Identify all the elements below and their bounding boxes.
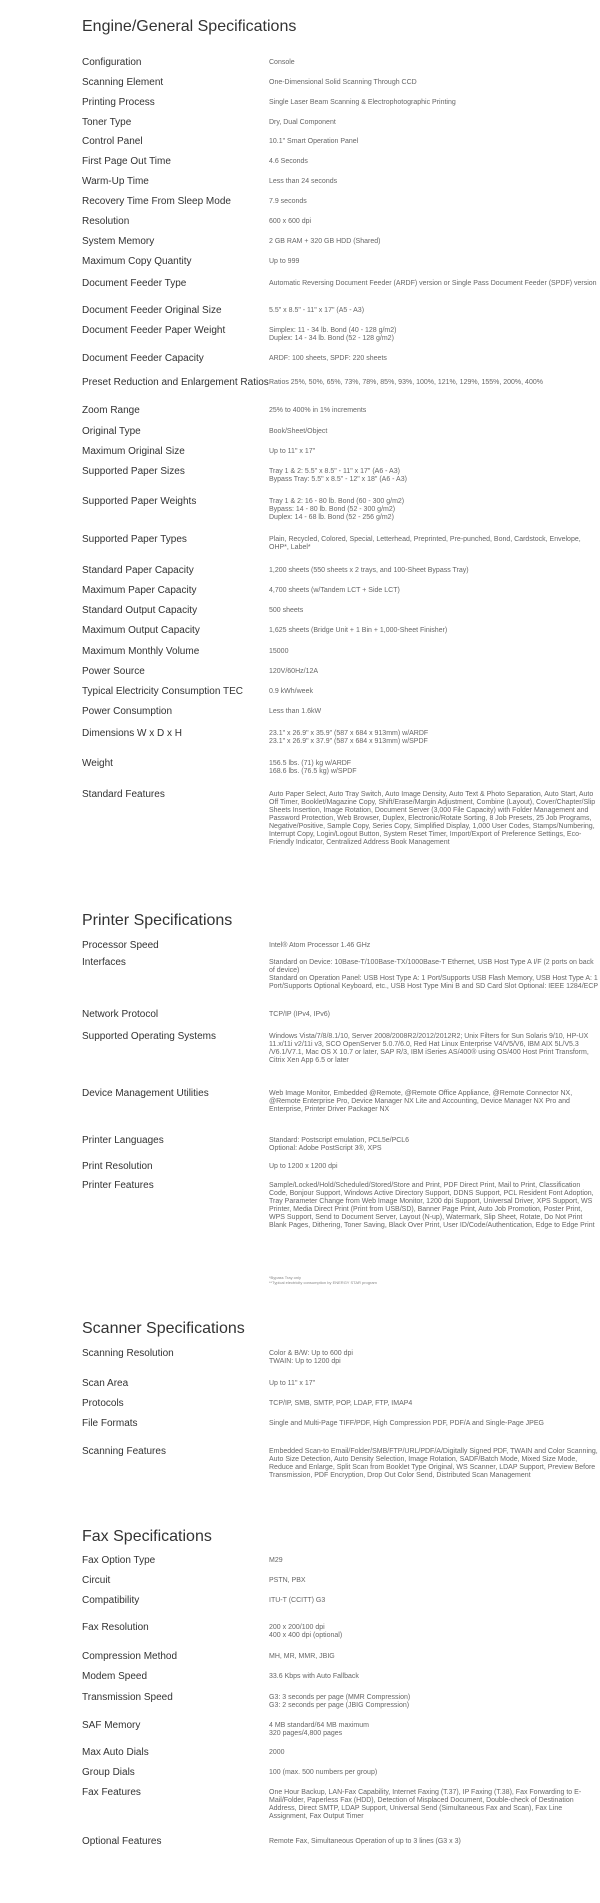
spec-value-line: G3: 3 seconds per page (MMR Compression) xyxy=(269,1694,411,1701)
spec-value xyxy=(269,585,600,595)
spec-value xyxy=(269,686,600,696)
spec-label: Resolution xyxy=(82,216,130,227)
spec-value-line: Color & B/W: Up to 600 dpi xyxy=(269,1350,353,1357)
spec-label: Weight xyxy=(82,758,113,769)
spec-value-line: M29 xyxy=(269,1557,283,1564)
spec-value xyxy=(269,1720,600,1738)
spec-value-line: 100 (max. 500 numbers per group) xyxy=(269,1769,378,1776)
spec-row xyxy=(82,625,600,636)
spec-label: Scan Area xyxy=(82,1378,129,1389)
spec-label: Maximum Copy Quantity xyxy=(82,256,192,267)
spec-row xyxy=(82,585,600,596)
spec-value xyxy=(269,156,600,166)
spec-value-line: Up to 11" x 17" xyxy=(269,448,316,455)
spec-value xyxy=(269,1747,600,1757)
spec-label: Circuit xyxy=(82,1575,111,1586)
spec-row xyxy=(82,1671,600,1682)
spec-label: Supported Paper Types xyxy=(82,534,187,545)
spec-label: Printer Languages xyxy=(82,1135,164,1146)
spec-row xyxy=(82,117,600,128)
spec-value xyxy=(269,1161,600,1171)
spec-value xyxy=(269,1622,600,1640)
spec-value xyxy=(269,565,600,575)
spec-value-line: Ratios 25%, 50%, 65%, 73%, 78%, 85%, 93%, 100%, 121%, 129%, 155%, 200%, 400% xyxy=(269,379,543,386)
spec-value-line: ARDF: 100 sheets, SPDF: 220 sheets xyxy=(269,355,387,362)
spec-row xyxy=(82,196,600,207)
spec-value-line: PSTN, PBX xyxy=(269,1577,306,1584)
spec-label: Standard Paper Capacity xyxy=(82,565,194,576)
spec-value xyxy=(269,1446,600,1480)
spec-value xyxy=(269,1031,600,1065)
spec-row xyxy=(82,940,600,951)
spec-row xyxy=(82,1622,600,1640)
spec-label: Scanning Element xyxy=(82,77,164,88)
footnotes xyxy=(269,1275,377,1285)
spec-label: Warm-Up Time xyxy=(82,176,149,187)
spec-value-line: 2 GB RAM + 320 GB HDD (Shared) xyxy=(269,238,381,245)
spec-label: Supported Paper Sizes xyxy=(82,466,185,477)
section-title: Scanner Specifications xyxy=(82,1320,245,1337)
spec-label: Group Dials xyxy=(82,1767,135,1778)
spec-value-line: 2000 xyxy=(269,1749,285,1756)
spec-row xyxy=(82,957,600,991)
spec-label: Compatibility xyxy=(82,1595,140,1606)
spec-row xyxy=(82,405,600,416)
spec-value xyxy=(269,77,600,87)
spec-label: Power Source xyxy=(82,666,145,677)
spec-label: Maximum Paper Capacity xyxy=(82,585,197,596)
spec-value-line: 168.6 lbs. (76.5 kg) w/SPDF xyxy=(269,768,357,775)
spec-value-line: Tray 1 & 2: 16 - 80 lb. Bond (60 - 300 g/m2) xyxy=(269,498,405,505)
spec-value xyxy=(269,1787,600,1821)
spec-label: Standard Output Capacity xyxy=(82,605,198,616)
spec-value-line: 7.9 seconds xyxy=(269,198,307,205)
spec-label: Fax Resolution xyxy=(82,1622,149,1633)
spec-row xyxy=(82,1135,600,1153)
spec-row xyxy=(82,496,600,522)
spec-label: Interfaces xyxy=(82,957,126,968)
spec-value-line: Web Image Monitor, Embedded @Remote, @Remote Office Appliance, @Remote Connector NX, @Remote Enterprise Pro, Device Manager NX Lite and Accounting, Device Manager NX Pro and Enterprise, Printer Driver Packager NX xyxy=(269,1090,573,1113)
spec-value xyxy=(269,446,600,456)
spec-value xyxy=(269,353,600,363)
spec-label: Document Feeder Type xyxy=(82,278,187,289)
spec-value xyxy=(269,305,600,315)
spec-value-line: Sample/Locked/Hold/Scheduled/Stored/Store and Print, PDF Direct Print, Mail to Print, Classification Code, Bonjour Support, Windows Active Directory Support, DDNS Support, PCL Resident Font Adoption, Tray Parameter Change from Web Image Monitor, 1200 dpi Support, Universal Driver, XPS Support, WS Printer, Media Direct Print (Print from USB/SD), Banner Page Print, Auto Job Promotion, Poster Print, WPS Support, Send to Document Server, Layout (N-up), Watermark, Slip Sheet, Rotate, Do Not Print Blank Pages, Dithering, Toner Saving, Black Over Print, User ID/Code/Authentication, Edge to Edge Print xyxy=(269,1182,595,1229)
spec-value xyxy=(269,1135,600,1153)
spec-label: Configuration xyxy=(82,57,142,68)
spec-value xyxy=(269,256,600,266)
spec-value xyxy=(269,325,600,343)
spec-row xyxy=(82,353,600,364)
spec-value xyxy=(269,1651,600,1661)
spec-value-line: Windows Vista/7/8/8.1/10, Server 2008/2008R2/2012/2012R2; Unix Filters for Sun Solaris 9/10, HP-UX 11.x/11i v2/11i v3, SCO OpenServer 5.0.7/6.0, Red Hat Linux Enterprise V4/V5/V6, IBM AIX 5L/V5.3 /V6.1/V7.1, Mac OS X 10.7 or later, SAP R/3, IBM iSeries AS/400® using OS/400 Host Print Transform, Citrix Xen App 6.5 or later xyxy=(269,1033,589,1064)
spec-row xyxy=(82,377,600,388)
spec-row xyxy=(82,1161,600,1172)
spec-row xyxy=(82,97,600,108)
spec-value-line: MH, MR, MMR, JBIG xyxy=(269,1653,335,1660)
spec-label: Supported Operating Systems xyxy=(82,1031,216,1042)
spec-row xyxy=(82,1555,600,1566)
spec-label: Maximum Original Size xyxy=(82,446,185,457)
spec-value-line: 23.1" x 26.9" x 37.9" (587 x 684 x 913mm) w/SPDF xyxy=(269,738,428,745)
spec-value-line: G3: 2 seconds per page (JBIG Compression) xyxy=(269,1702,410,1709)
footnote: **Typical electricity consumption by ENERGY STAR program xyxy=(269,1280,377,1285)
spec-value xyxy=(269,1378,600,1388)
spec-value xyxy=(269,97,600,107)
spec-value-line: Tray 1 & 2: 5.5" x 8.5" - 11" x 17" (A6 - A3) xyxy=(269,468,400,475)
spec-row xyxy=(82,1836,600,1847)
spec-value-line: Standard on Device: 10Base-T/100Base-TX/1000Base-T Ethernet, USB Host Type A I/F (2 ports on back of device) xyxy=(269,959,594,974)
spec-row xyxy=(82,1088,600,1114)
spec-label: Printer Features xyxy=(82,1180,154,1191)
spec-value-line: Up to 11" x 17" xyxy=(269,1380,316,1387)
spec-value-line: 400 x 400 dpi (optional) xyxy=(269,1632,343,1639)
spec-row xyxy=(82,686,600,697)
spec-value-line: Single Laser Beam Scanning & Electrophotographic Printing xyxy=(269,99,456,106)
spec-row xyxy=(82,1692,600,1710)
spec-value-line: Single and Multi-Page TIFF/PDF, High Compression PDF, PDF/A and Single-Page JPEG xyxy=(269,1420,544,1427)
spec-value-line: 10.1" Smart Operation Panel xyxy=(269,138,359,145)
spec-value-line: Standard on Operation Panel: USB Host Type A: 1 Port/Supports USB Flash Memory, USB Host Type A: 1 Port/Supports Optional Keyboard, etc., USB Host Type Mini B and SD Card Slot Optional: IEEE 1284/ECP xyxy=(269,975,599,990)
spec-value-line: 5.5" x 8.5" - 11" x 17" (A5 - A3) xyxy=(269,307,365,314)
spec-value-line: 4,700 sheets (w/Tandem LCT + Side LCT) xyxy=(269,587,400,594)
spec-label: Processor Speed xyxy=(82,940,159,951)
spec-row xyxy=(82,278,600,289)
spec-value-line: 25% to 400% in 1% increments xyxy=(269,407,367,414)
spec-label: Maximum Monthly Volume xyxy=(82,646,200,657)
spec-value-line: 200 x 200/100 dpi xyxy=(269,1624,325,1631)
spec-label: Optional Features xyxy=(82,1836,162,1847)
spec-row xyxy=(82,1575,600,1586)
spec-value-line: Less than 1.6kW xyxy=(269,708,322,715)
spec-row xyxy=(82,176,600,187)
spec-row xyxy=(82,156,600,167)
spec-value xyxy=(269,117,600,127)
spec-value-line: 320 pages/4,800 pages xyxy=(269,1730,343,1737)
spec-label: File Formats xyxy=(82,1418,138,1429)
spec-value-line: 4.6 Seconds xyxy=(269,158,308,165)
spec-value-line: Up to 1200 x 1200 dpi xyxy=(269,1163,338,1170)
spec-value xyxy=(269,1009,600,1019)
spec-value xyxy=(269,496,600,522)
spec-row xyxy=(82,789,600,847)
spec-row xyxy=(82,57,600,68)
spec-value xyxy=(269,1575,600,1585)
spec-row xyxy=(82,216,600,227)
spec-value xyxy=(269,758,600,776)
spec-value xyxy=(269,1595,600,1605)
spec-value-line: Console xyxy=(269,59,295,66)
spec-value xyxy=(269,136,600,146)
spec-value xyxy=(269,666,600,676)
spec-value xyxy=(269,957,600,991)
spec-label: Transmission Speed xyxy=(82,1692,173,1703)
spec-value xyxy=(269,1088,600,1114)
spec-label: Device Management Utilities xyxy=(82,1088,209,1099)
spec-value xyxy=(269,377,600,387)
spec-value xyxy=(269,1180,600,1230)
spec-value-line: Bypass: 14 - 80 lb. Bond (52 - 300 g/m2) xyxy=(269,506,396,513)
spec-value xyxy=(269,940,600,950)
spec-label: Standard Features xyxy=(82,789,165,800)
spec-value-line: 15000 xyxy=(269,648,289,655)
spec-value xyxy=(269,236,600,246)
spec-row xyxy=(82,1418,600,1429)
spec-label: Protocols xyxy=(82,1398,124,1409)
spec-value-line: Duplex: 14 - 34 lb. Bond (52 - 128 g/m2) xyxy=(269,335,394,342)
spec-row xyxy=(82,1031,600,1065)
spec-value xyxy=(269,1836,600,1846)
spec-value-line: Auto Paper Select, Auto Tray Switch, Auto Image Density, Auto Text & Photo Separation, Auto Start, Auto Off Timer, Booklet/Magazine Copy, Shift/Erase/Margin Adjustment, Combine (Layout), Cover/Chapter/Slip Sheets Insertion, Image Rotation, Document Server (3,000 File Capacity) with Folder Management and Password Protection, Web Browser, Duplex, Electronic/Rotate Sorting, 8 Job Presets, 25 Job Programs, Negative/Positive, Sample Copy, Series Copy, Simplified Display, 1,000 User Codes, Stamps/Numbering, Interrupt Copy, Login/Logout Button, System Reset Timer, Import/Export of Preference Settings, Eco-Friendly Indicator, Centralized Address Book Management xyxy=(269,791,596,846)
spec-label: Recovery Time From Sleep Mode xyxy=(82,196,231,207)
spec-label: Print Resolution xyxy=(82,1161,153,1172)
spec-label: First Page Out Time xyxy=(82,156,171,167)
spec-value xyxy=(269,405,600,415)
spec-value-line: Intel® Atom Processor 1.46 GHz xyxy=(269,942,371,949)
spec-value-line: Duplex: 14 - 68 lb. Bond (52 - 256 g/m2) xyxy=(269,514,394,521)
spec-row xyxy=(82,1747,600,1758)
section-title: Engine/General Specifications xyxy=(82,18,297,35)
spec-row xyxy=(82,565,600,576)
spec-label: System Memory xyxy=(82,236,155,247)
spec-row xyxy=(82,706,600,717)
spec-label: Network Protocol xyxy=(82,1009,159,1020)
spec-row xyxy=(82,605,600,616)
spec-value-line: One Hour Backup, LAN-Fax Capability, Internet Faxing (T.37), IP Faxing (T.38), Fax Forwarding to E-Mail/Folder, Paperless Fax (HDD), Detection of Misplaced Document, Double-check of Destination Address, Direct SMTP, LDAP Support, Universal Send (Simultaneous Fax and Scan), Fax Line Assignment, Fax Output Timer xyxy=(269,1789,582,1820)
spec-value xyxy=(269,728,600,746)
spec-label: Document Feeder Capacity xyxy=(82,353,204,364)
spec-value-line: Remote Fax, Simultaneous Operation of up to 3 lines (G3 x 3) xyxy=(269,1838,461,1845)
spec-label: Preset Reduction and Enlargement Ratios xyxy=(82,377,269,388)
spec-value xyxy=(269,176,600,186)
spec-row xyxy=(82,256,600,267)
spec-label: Modem Speed xyxy=(82,1671,148,1682)
spec-label: SAF Memory xyxy=(82,1720,141,1731)
spec-value-line: Embedded Scan-to Email/Folder/SMB/FTP/URL/PDF/A/Digitally Signed PDF, TWAIN and Color Scanning, Auto Size Detection, Auto Density Selection, Image Rotation, SADF/Batch Mode, Mixed Size Mode, Reduce and Enlarge, Split Scan from Booklet Type Original, WS Scanner, LDAP Support, Preview Before Transmission, PDF Encryption, Drop Out Color Send, Distributed Scan Management xyxy=(269,1448,598,1479)
spec-label: Document Feeder Paper Weight xyxy=(82,325,226,336)
spec-row xyxy=(82,1446,600,1480)
spec-value-line: Dry, Dual Component xyxy=(269,119,336,126)
spec-label: Scanning Features xyxy=(82,1446,166,1457)
spec-value xyxy=(269,605,600,615)
spec-label: Control Panel xyxy=(82,136,143,147)
spec-value xyxy=(269,625,600,635)
spec-value xyxy=(269,57,600,67)
spec-row xyxy=(82,646,600,657)
spec-value-line: Plain, Recycled, Colored, Special, Letterhead, Preprinted, Pre-punched, Bond, Cardstock, Envelope, OHP*, Label* xyxy=(269,536,581,551)
spec-row xyxy=(82,1787,600,1821)
spec-label: Printing Process xyxy=(82,97,155,108)
spec-value-line: TCP/IP, SMB, SMTP, POP, LDAP, FTP, IMAP4 xyxy=(269,1400,413,1407)
spec-value xyxy=(269,706,600,716)
spec-label: Fax Option Type xyxy=(82,1555,156,1566)
spec-value-line: 4 MB standard/64 MB maximum xyxy=(269,1722,369,1729)
spec-label: Dimensions W x D x H xyxy=(82,728,183,739)
spec-row xyxy=(82,325,600,343)
spec-value-line: 1,200 sheets (550 sheets x 2 trays, and 100-Sheet Bypass Tray) xyxy=(269,567,469,574)
spec-value-line: Standard: Postscript emulation, PCL5e/PCL6 xyxy=(269,1137,410,1144)
spec-label: Fax Features xyxy=(82,1787,141,1798)
spec-row xyxy=(82,666,600,677)
spec-value-line: 23.1" x 26.9" x 35.9" (587 x 684 x 913mm) w/ARDF xyxy=(269,730,429,737)
section-title: Fax Specifications xyxy=(82,1528,212,1545)
spec-label: Max Auto Dials xyxy=(82,1747,149,1758)
spec-value xyxy=(269,426,600,436)
spec-label: Scanning Resolution xyxy=(82,1348,174,1359)
spec-value xyxy=(269,1692,600,1710)
spec-label: Supported Paper Weights xyxy=(82,496,197,507)
spec-value-line: 33.6 Kbps with Auto Fallback xyxy=(269,1673,359,1680)
footnote: *Bypass Tray only xyxy=(269,1275,302,1280)
spec-row xyxy=(82,1378,600,1389)
spec-value-line: TWAIN: Up to 1200 dpi xyxy=(269,1358,341,1365)
spec-label: Typical Electricity Consumption TEC xyxy=(82,686,243,697)
spec-value-line: Automatic Reversing Document Feeder (ARDF) version or Single Pass Document Feeder (SPDF) version xyxy=(269,280,597,287)
spec-label: Power Consumption xyxy=(82,706,173,717)
spec-row xyxy=(82,77,600,88)
spec-value xyxy=(269,1767,600,1777)
spec-value xyxy=(269,534,600,552)
spec-label: Original Type xyxy=(82,426,141,437)
spec-value-line: 120V/60Hz/12A xyxy=(269,668,319,675)
spec-value xyxy=(269,646,600,656)
spec-row xyxy=(82,1720,600,1738)
spec-row xyxy=(82,758,600,776)
spec-row xyxy=(82,1595,600,1606)
spec-value xyxy=(269,466,600,484)
spec-value-line: 0.9 kWh/week xyxy=(269,688,313,695)
spec-row xyxy=(82,305,600,316)
spec-value xyxy=(269,278,600,288)
spec-value-line: One-Dimensional Solid Scanning Through CCD xyxy=(269,79,417,86)
spec-row xyxy=(82,466,600,484)
spec-row xyxy=(82,1009,600,1020)
spec-label: Toner Type xyxy=(82,117,132,128)
spec-row xyxy=(82,136,600,147)
spec-row xyxy=(82,728,600,746)
spec-value xyxy=(269,1671,600,1681)
spec-value-line: 600 x 600 dpi xyxy=(269,218,312,225)
spec-row xyxy=(82,426,600,437)
spec-value-line: Book/Sheet/Object xyxy=(269,428,328,435)
spec-value xyxy=(269,789,600,847)
spec-value-line: TCP/IP (IPv4, IPv6) xyxy=(269,1011,330,1018)
spec-value xyxy=(269,1555,600,1565)
spec-row xyxy=(82,1767,600,1778)
spec-row xyxy=(82,1398,600,1409)
spec-value-line: 156.5 lbs. (71) kg w/ARDF xyxy=(269,760,352,767)
spec-row xyxy=(82,236,600,247)
spec-value xyxy=(269,1418,600,1428)
spec-value-line: 500 sheets xyxy=(269,607,304,614)
spec-label: Document Feeder Original Size xyxy=(82,305,222,316)
spec-value xyxy=(269,1398,600,1408)
section-title: Printer Specifications xyxy=(82,912,233,929)
spec-row xyxy=(82,1348,600,1366)
spec-value-line: 1,625 sheets (Bridge Unit + 1 Bin + 1,000-Sheet Finisher) xyxy=(269,627,448,634)
spec-row xyxy=(82,1651,600,1662)
spec-value xyxy=(269,216,600,226)
spec-value-line: Up to 999 xyxy=(269,258,300,265)
spec-label: Maximum Output Capacity xyxy=(82,625,200,636)
spec-value-line: Bypass Tray: 5.5" x 8.5" - 12" x 18" (A6 - A3) xyxy=(269,476,407,483)
spec-row xyxy=(82,446,600,457)
spec-value xyxy=(269,1348,600,1366)
spec-value xyxy=(269,196,600,206)
spec-label: Compression Method xyxy=(82,1651,178,1662)
spec-value-line: Optional: Adobe PostScript 3®, XPS xyxy=(269,1145,382,1152)
spec-row xyxy=(82,534,600,552)
spec-value-line: ITU-T (CCITT) G3 xyxy=(269,1597,326,1604)
spec-label: Zoom Range xyxy=(82,405,140,416)
spec-value-line: Less than 24 seconds xyxy=(269,178,338,185)
spec-row xyxy=(82,1180,600,1230)
spec-value-line: Simplex: 11 - 34 lb. Bond (40 - 128 g/m2) xyxy=(269,327,397,334)
